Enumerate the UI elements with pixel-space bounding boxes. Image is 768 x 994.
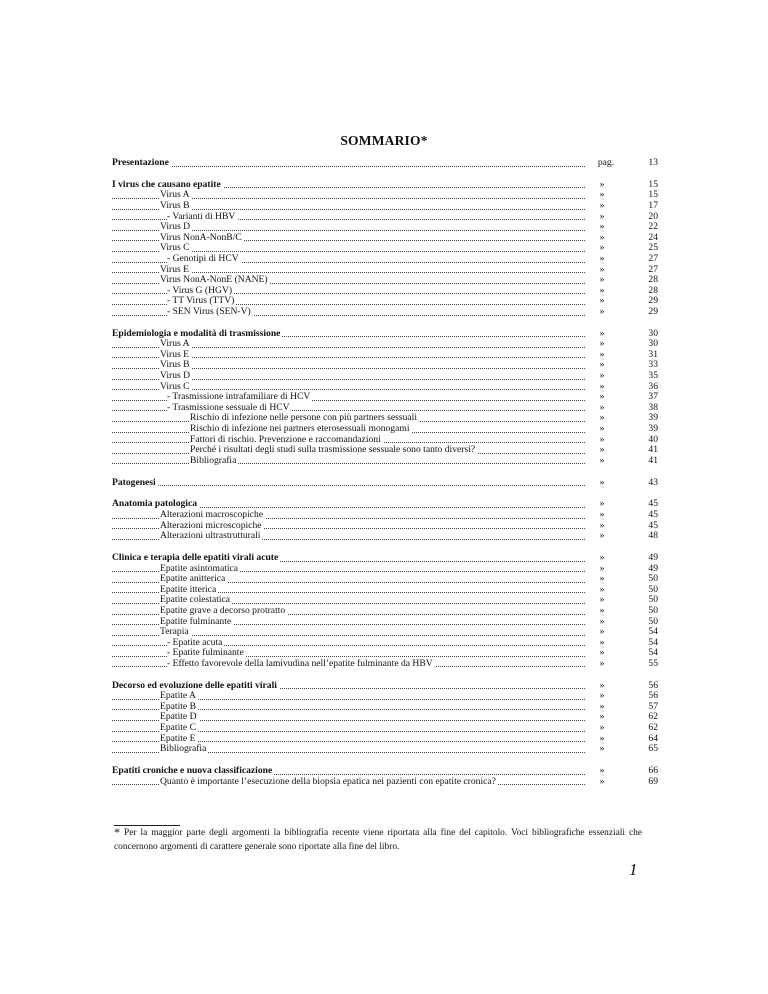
toc-entry-label: Fattori di rischio. Prevenzione e raccomandazioni (190, 433, 381, 445)
toc-entry (112, 606, 658, 617)
toc-entry-page: 55 (648, 657, 658, 669)
toc-entry-label: Virus NonA-NonE (NANE) (160, 274, 268, 286)
toc-section (112, 478, 658, 489)
toc-entry-label: Quanto è importante l’esecuzione della biopsia epatica nei pazienti con epatite cronica? (160, 775, 496, 787)
toc-entry-page: 65 (648, 743, 658, 755)
toc-entry-page: 54 (648, 647, 658, 659)
toc-entry-page: 30 (648, 338, 658, 350)
toc-entry-label: Epatiti croniche e nuova classificazione (112, 765, 273, 776)
toc-entry-page: 29 (648, 305, 658, 317)
toc-entry (112, 339, 658, 350)
toc-entry-page: 31 (648, 348, 658, 360)
toc-entry-page: 39 (648, 412, 658, 424)
toc-entry-page: 25 (648, 242, 658, 254)
toc-entry-label: - Virus G (HGV) (167, 284, 233, 296)
toc-section (112, 766, 658, 787)
toc-entry-marker: » (599, 573, 605, 585)
toc-entry-page: 69 (648, 775, 658, 787)
toc-heading (112, 478, 658, 489)
toc-entry-label: Virus D (160, 221, 191, 233)
toc-entry-page: 41 (648, 454, 658, 466)
toc-entry-label: - Genotipi di HCV (167, 252, 239, 264)
toc-entry-marker: » (599, 433, 605, 445)
footnote-marker: * (114, 825, 120, 839)
toc-entry-page: 49 (648, 551, 658, 563)
toc-entry (112, 201, 658, 212)
toc-entry-page: 62 (648, 722, 658, 734)
toc-entry-page: 45 (648, 519, 658, 531)
toc-entry-page: 50 (648, 573, 658, 585)
toc-entry-label: - Trasmissione intrafamiliare di HCV (167, 391, 311, 403)
toc-entry (112, 190, 658, 201)
toc-entry-label: Epidemiologia e modalità di trasmissione (112, 327, 281, 339)
toc-entry-marker: » (599, 690, 605, 702)
toc-entry-page: 38 (648, 401, 658, 413)
toc-entry-marker: » (599, 348, 605, 360)
toc-entry-marker: » (599, 338, 605, 350)
toc-entry-label: Epatite B (160, 700, 196, 712)
toc-entry-label: Virus E (160, 263, 190, 275)
toc-entry-label: Virus A (160, 189, 190, 201)
toc-entry-page: 28 (648, 274, 658, 286)
toc-section (112, 499, 658, 541)
toc-entry-marker: » (599, 359, 605, 371)
toc-entry-marker: » (599, 765, 605, 776)
footnote-text: Per la maggior parte degli argomenti la bibliografia recente viene riportata alla fine del capitolo. Voci bibliografiche essenziali che concernono argomenti di carattere generale sono riportate alla fine del libro. (114, 828, 642, 852)
toc-entry-marker: » (599, 401, 605, 413)
toc-entry-marker: » (599, 594, 605, 606)
toc-entry (112, 307, 658, 318)
toc-entry-page: 39 (648, 423, 658, 435)
toc-section (112, 180, 658, 318)
toc-entry-page: 36 (648, 380, 658, 392)
toc-entry-marker: » (599, 615, 605, 627)
toc-entry-page: 56 (648, 690, 658, 702)
toc-entry (112, 254, 658, 265)
toc-entry-marker: » (599, 743, 605, 755)
toc-entry-label: Patogenesi (112, 476, 156, 488)
toc-entry-marker: » (599, 722, 605, 734)
toc-entry-marker: » (599, 221, 605, 233)
toc-entry-marker: » (599, 530, 605, 542)
toc-entry-label: Clinica e terapia delle epatiti virali acute (112, 551, 279, 563)
toc-entry-marker: pag. (597, 157, 615, 168)
toc-entry-page: 41 (648, 444, 658, 456)
toc-entry-label: Virus C (160, 242, 190, 254)
toc-heading (112, 553, 658, 564)
toc-heading (112, 158, 658, 169)
toc-entry-label: Rischio di infezione nei partners eterosessuali monogami (190, 423, 410, 435)
toc-entry-marker: » (599, 242, 605, 254)
toc-entry-page: 35 (648, 370, 658, 382)
toc-entry-marker: » (599, 327, 605, 339)
toc-entry-label: Epatite itterica (160, 583, 217, 595)
toc-entry-label: Decorso ed evoluzione delle epatiti virali (112, 679, 277, 691)
page-number: 1 (629, 860, 638, 879)
toc-entry-marker: » (599, 583, 605, 595)
toc-entry-marker: » (599, 370, 605, 382)
toc-entry-marker: » (599, 252, 605, 264)
toc-entry-marker: » (599, 189, 605, 201)
toc-entry-page: 24 (648, 231, 658, 243)
toc-entry-marker: » (599, 412, 605, 424)
toc-entry-marker: » (599, 636, 605, 648)
toc-entry (112, 531, 658, 542)
toc-entry-page: 45 (648, 498, 658, 510)
toc-heading (112, 329, 658, 340)
toc-entry-page: 45 (648, 508, 658, 520)
toc-section (112, 553, 658, 670)
toc-entry-page: 27 (648, 252, 658, 264)
toc-entry-page: 50 (648, 583, 658, 595)
toc-entry (112, 350, 658, 361)
toc-heading (112, 180, 658, 191)
toc-section (112, 329, 658, 467)
toc-entry (112, 777, 658, 788)
toc-entry-label: Virus C (160, 380, 190, 392)
toc-entry-page: 22 (648, 221, 658, 233)
toc-entry-page: 48 (648, 530, 658, 542)
toc-entry-page: 50 (648, 615, 658, 627)
toc-entry-marker: » (599, 657, 605, 669)
toc-entry-marker: » (599, 263, 605, 275)
toc-entry-marker: » (599, 210, 605, 222)
toc-heading (112, 766, 658, 777)
toc-entry-label: Virus NonA-NonB/C (160, 231, 242, 243)
toc-entry-page: 17 (648, 199, 658, 211)
toc-entry-marker: » (599, 732, 605, 744)
toc-entry-page: 50 (648, 594, 658, 606)
toc-entry (112, 212, 658, 223)
toc-entry-page: 13 (648, 157, 658, 168)
toc-entry-label: Terapia (160, 626, 189, 638)
toc-entry-marker: » (599, 391, 605, 403)
toc-entry-marker: » (599, 647, 605, 659)
toc-entry-page: 28 (648, 284, 658, 296)
dot-leader (112, 463, 585, 464)
dot-leader (112, 166, 585, 167)
toc-entry-label: - Effetto favorevole della lamivudina nell’epatite fulminante da HBV (167, 657, 433, 669)
toc-entry-page: 54 (648, 626, 658, 638)
toc-entry-label: - TT Virus (TTV) (167, 295, 235, 307)
toc-entry-label: Epatite grave a decorso protratto (160, 604, 286, 616)
toc-entry-label: Epatite E (160, 732, 196, 744)
toc-entry (112, 744, 658, 755)
toc-entry-label: Virus B (160, 359, 190, 371)
toc-entry-page: 27 (648, 263, 658, 275)
toc-entry-page: 66 (648, 765, 658, 776)
toc-entry-marker: » (599, 423, 605, 435)
toc-entry (112, 371, 658, 382)
toc-entry-marker: » (599, 679, 605, 691)
toc-entry-label: Presentazione (112, 157, 169, 168)
toc-entry (112, 360, 658, 371)
toc-entry-label: I virus che causano epatite (112, 178, 221, 190)
toc-entry-page: 57 (648, 700, 658, 712)
toc-entry-label: Epatite colestatica (160, 594, 231, 606)
toc-entry-marker: » (599, 508, 605, 520)
toc-entry-marker: » (599, 775, 605, 787)
toc-entry-label: Virus A (160, 338, 190, 350)
toc-entry-marker: » (599, 380, 605, 392)
toc-entry (112, 456, 658, 467)
toc-entry-marker: » (599, 551, 605, 563)
toc-entry-label: - Epatite acuta (167, 636, 223, 648)
toc-entry-marker: » (599, 231, 605, 243)
toc-entry (112, 617, 658, 628)
toc-entry-label: Rischio di infezione nelle persone con più partners sessuali (190, 412, 417, 424)
page-title: SOMMARIO* (340, 133, 428, 148)
toc-entry-label: Perché i risultati degli studi sulla trasmissione sessuale sono tanto diversi? (190, 444, 476, 456)
toc-entry-label: Epatite A (160, 690, 196, 702)
toc-entry-label: - Varianti di HBV (167, 210, 236, 222)
toc-entry-page: 30 (648, 327, 658, 339)
toc-entry-label: Epatite D (160, 711, 197, 723)
toc-entry-page: 56 (648, 679, 658, 691)
toc-entry (112, 510, 658, 521)
toc-entry-label: Epatite fulminante (160, 615, 232, 627)
toc-entry-marker: » (599, 199, 605, 211)
toc-entry-marker: » (599, 295, 605, 307)
toc-entry-marker: » (599, 284, 605, 296)
toc-entry-label: Bibliografia (160, 743, 207, 755)
toc-entry-label: Epatite asintomatica (160, 562, 239, 574)
toc-entry-label: Virus D (160, 370, 191, 382)
toc-entry-marker: » (599, 700, 605, 712)
toc-entry-marker: » (599, 444, 605, 456)
toc-entry-marker: » (599, 305, 605, 317)
toc-entry-page: 62 (648, 711, 658, 723)
toc-entry-page: 20 (648, 210, 658, 222)
toc-entry-label: - SEN Virus (SEN-V) (167, 305, 251, 317)
toc-entry-label: Bibliografia (190, 454, 237, 466)
toc-entry-marker: » (599, 604, 605, 616)
toc-entry-page: 15 (648, 178, 658, 190)
toc-entry-marker: » (599, 274, 605, 286)
toc-entry-marker: » (599, 178, 605, 190)
toc-entry-label: Epatite anitterica (160, 573, 226, 585)
toc-entry-marker: » (599, 476, 605, 488)
toc-entry-label: - Epatite fulminante (167, 647, 244, 659)
toc-entry-marker: » (599, 454, 605, 466)
toc-entry-label: - Trasmissione sessuale di HCV (167, 401, 290, 413)
toc-entry-marker: » (599, 562, 605, 574)
toc-entry-marker: » (599, 498, 605, 510)
toc-entry-label: Anatomia patologica (112, 498, 198, 510)
toc-entry-label: Epatite C (160, 722, 196, 734)
toc-entry-marker: » (599, 626, 605, 638)
toc-entry-marker: » (599, 519, 605, 531)
toc-entry-label: Virus B (160, 199, 190, 211)
toc-entry-label: Virus E (160, 348, 190, 360)
toc-section (112, 158, 658, 169)
toc-entry-page: 33 (648, 359, 658, 371)
toc-entry-page: 64 (648, 732, 658, 744)
toc-entry-page: 29 (648, 295, 658, 307)
footnote (114, 826, 642, 854)
toc-entry (112, 233, 658, 244)
toc-entry-page: 49 (648, 562, 658, 574)
toc-entry-label: Alterazioni ultrastrutturali (160, 530, 261, 542)
toc-entry-label: Alterazioni macroscopiche (160, 508, 264, 520)
toc-entry-page: 43 (648, 476, 658, 488)
toc-section (112, 681, 658, 755)
toc-entry-page: 37 (648, 391, 658, 403)
toc-entry-label: Alterazioni microscopiche (160, 519, 262, 531)
toc-entry-page: 40 (648, 433, 658, 445)
toc-entry-page: 15 (648, 189, 658, 201)
toc-entry (112, 659, 658, 670)
toc-entry-page: 54 (648, 636, 658, 648)
table-of-contents (112, 158, 658, 798)
dot-leader (112, 485, 585, 486)
toc-entry-page: 50 (648, 604, 658, 616)
toc-entry-marker: » (599, 711, 605, 723)
